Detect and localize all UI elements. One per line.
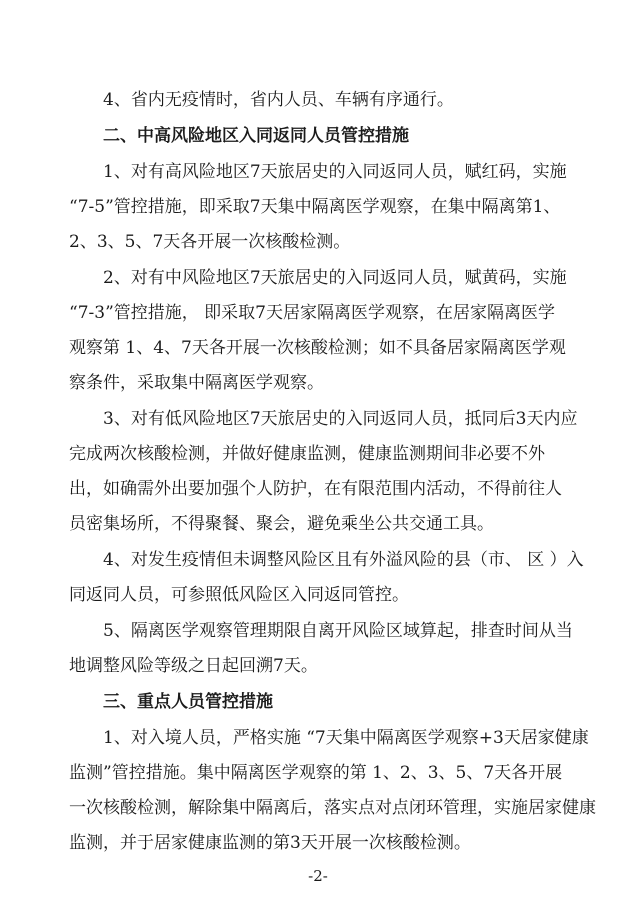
paragraph-line: 完成两次核酸检测，并做好健康监测，健康监测期间非必要不外 <box>69 444 545 464</box>
paragraph-line: 一次核酸检测，解除集中隔离后，落实点对点闭环管理，实施居家健康 <box>69 798 596 818</box>
paragraph-line: 1、对入境人员，严格实施 “7天集中隔离医学观察+3天居家健康 <box>103 728 589 748</box>
paragraph-line: 1、对有高风险地区7天旅居史的入同返同人员，赋红码，实施 <box>103 162 567 182</box>
paragraph-line: 2、对有中风险地区7天旅居史的入同返同人员，赋黄码，实施 <box>103 268 567 288</box>
paragraph-line: “7-3”管控措施， 即采取7天居家隔离医学观察，在居家隔离医学 <box>69 303 555 323</box>
paragraph-line: 员密集场所，不得聚餐、聚会，避免乘坐公共交通工具。 <box>69 514 494 534</box>
paragraph-line: 同返同人员，可参照低风险区入同返同管控。 <box>69 585 409 605</box>
paragraph-line: 5、隔离医学观察管理期限自离开风险区域算起，排查时间从当 <box>103 621 573 641</box>
paragraph-line: 4、省内无疫情时，省内人员、车辆有序通行。 <box>103 90 454 110</box>
section-heading-2: 二、中高风险地区入同返同人员管控措施 <box>103 126 409 146</box>
paragraph-line: 察条件，采取集中隔离医学观察。 <box>69 373 324 393</box>
paragraph-line: 观察第 1、4、7天各开展一次核酸检测；如不具备居家隔离医学观 <box>69 338 566 358</box>
paragraph-line: 出，如确需外出要加强个人防护，在有限范围内活动，不得前往人 <box>69 479 562 499</box>
section-heading-3: 三、重点人员管控措施 <box>103 692 273 712</box>
paragraph-line: 3、对有低风险地区7天旅居史的入同返同人员，抵同后3天内应 <box>103 409 578 429</box>
paragraph-line: 监测”管控措施。集中隔离医学观察的第 1、2、3、5、7天各开展 <box>69 763 563 783</box>
paragraph-line: 地调整风险等级之日起回溯7天。 <box>69 656 318 676</box>
paragraph-line: 监测，并于居家健康监测的第3天开展一次核酸检测。 <box>69 833 471 853</box>
paragraph-line: 4、对发生疫情但未调整风险区且有外溢风险的县（市、 区 ）入 <box>103 550 584 570</box>
page-number: -2- <box>308 867 328 885</box>
paragraph-line: “7-5”管控措施，即采取7天集中隔离医学观察，在集中隔离第1、 <box>69 197 561 217</box>
paragraph-line: 2、3、5、7天各开展一次核酸检测。 <box>69 232 351 252</box>
